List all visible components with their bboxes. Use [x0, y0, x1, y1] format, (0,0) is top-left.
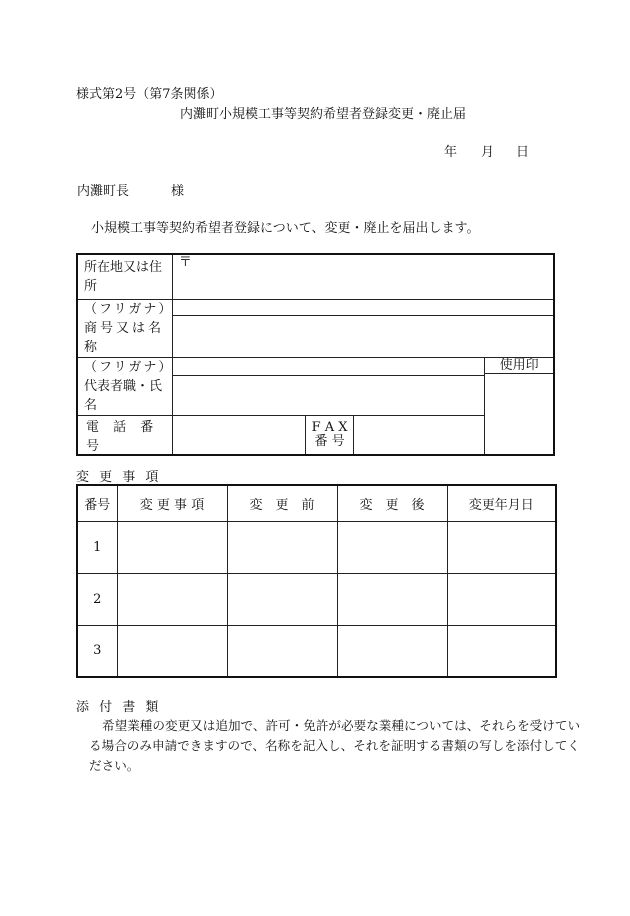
seal-label: 使用印 — [485, 358, 553, 374]
fax-field[interactable] — [353, 415, 485, 455]
attachments-note-line-1: 希望業種の変更又は追加で、許可・免許が必要な業種については、それらを受けてい — [102, 718, 581, 733]
date-year: 年 — [444, 145, 458, 160]
company-field — [172, 299, 554, 357]
fax-label-cell — [306, 415, 353, 455]
company-furigana-field[interactable] — [173, 300, 553, 316]
change-item-field[interactable] — [117, 625, 227, 677]
address-field[interactable] — [172, 254, 554, 299]
postal-mark: 〒 — [178, 255, 192, 270]
addressee: 内灘町長 — [77, 184, 130, 199]
company-name-label: 商号又は名称 — [84, 320, 165, 355]
table-row — [77, 625, 556, 677]
change-after-field[interactable] — [337, 625, 447, 677]
seal-area[interactable] — [485, 374, 553, 446]
attachments-note-line-2: る場合のみ申請できますので、名称を記入し、それを証明する書類の写しを添付してく — [89, 738, 580, 753]
changes-section-title: 変 更 事 項 — [76, 470, 162, 485]
change-before-field[interactable] — [227, 625, 337, 677]
rep-name-label: 代表者職・氏名 — [84, 378, 163, 413]
change-before-field[interactable] — [227, 573, 337, 625]
seal-cell — [485, 357, 554, 455]
change-after-field[interactable] — [337, 573, 447, 625]
change-date-field[interactable] — [447, 573, 556, 625]
form-title: 内灘町小規模工事等契約希望者登録変更・廃止届 — [180, 107, 467, 122]
phone-label: 電 話 番 号 — [77, 415, 172, 455]
applicant-table — [76, 253, 555, 456]
header-item: 変 更 事 項 — [117, 485, 227, 521]
attachments-note-line-3: ださい。 — [89, 758, 140, 773]
changes-header-row — [77, 485, 556, 521]
rep-label-cell — [77, 357, 172, 415]
change-before-field[interactable] — [227, 521, 337, 573]
form-number: 様式第2号（第7条関係） — [76, 87, 223, 102]
header-number: 番号 — [77, 485, 117, 521]
rep-furigana-label: （フリガナ） — [84, 359, 174, 375]
rep-name-field[interactable] — [173, 376, 484, 412]
company-name-field[interactable] — [173, 316, 553, 356]
honorific: 様 — [171, 184, 185, 199]
header-after: 変 更 後 — [337, 485, 447, 521]
changes-table — [76, 484, 557, 678]
rep-field — [172, 357, 484, 415]
date-day: 日 — [516, 145, 530, 160]
header-before: 変 更 前 — [227, 485, 337, 521]
row-number: 2 — [77, 573, 117, 625]
company-label-cell — [77, 299, 172, 357]
company-furigana-label: （フリガナ） — [84, 301, 174, 317]
rep-furigana-field[interactable] — [173, 360, 484, 376]
change-item-field[interactable] — [117, 521, 227, 573]
change-after-field[interactable] — [337, 521, 447, 573]
change-item-field[interactable] — [117, 573, 227, 625]
phone-field[interactable] — [172, 415, 306, 455]
row-number: 3 — [77, 625, 117, 677]
header-date: 変更年月日 — [447, 485, 556, 521]
change-date-field[interactable] — [447, 521, 556, 573]
table-row — [77, 521, 556, 573]
fax-label-2: 番 号 — [314, 433, 345, 449]
statement: 小規模工事等契約希望者登録について、変更・廃止を届出します。 — [91, 221, 480, 236]
date-month: 月 — [481, 145, 495, 160]
row-number: 1 — [77, 521, 117, 573]
table-row — [77, 573, 556, 625]
change-date-field[interactable] — [447, 625, 556, 677]
address-label: 所在地又は住所 — [77, 254, 172, 299]
fax-label-1: F A X — [311, 419, 348, 435]
attachments-section-title: 添 付 書 類 — [76, 700, 162, 715]
